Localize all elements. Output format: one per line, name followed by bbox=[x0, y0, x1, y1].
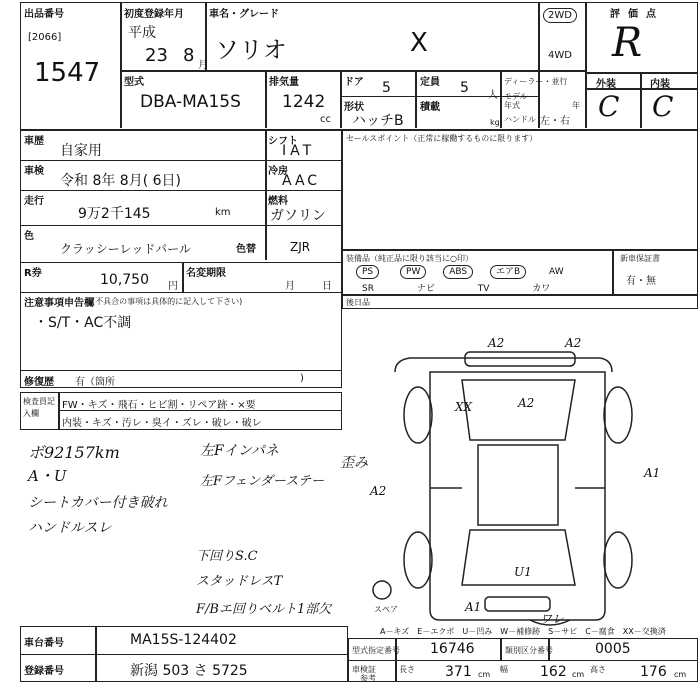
capacity-unit: 人 bbox=[488, 90, 498, 101]
wheel-rear-left bbox=[404, 532, 432, 588]
warranty-label: 新車保証書 bbox=[620, 254, 660, 263]
interior-label: 内装 bbox=[650, 79, 670, 90]
damage-mark: A1 bbox=[465, 600, 482, 614]
divider bbox=[500, 70, 502, 128]
hw-note: 下回りS.C bbox=[196, 549, 258, 564]
plate-label: 登録番号 bbox=[24, 666, 64, 677]
hw-note: 左Fフェンダーステー bbox=[200, 474, 324, 489]
equip-aw: AW bbox=[549, 267, 564, 277]
equip-sr: SR bbox=[362, 284, 374, 294]
width-label: 幅 bbox=[500, 665, 508, 674]
repair-close: ) bbox=[300, 373, 304, 384]
divider bbox=[640, 72, 642, 128]
drive-4wd: 4WD bbox=[548, 50, 572, 61]
divider bbox=[20, 292, 342, 293]
notes-label: 注意事項申告欄 bbox=[24, 298, 94, 309]
inspector-row-1: FW・キズ・飛石・ヒビ割・リペア跡・×要 bbox=[62, 400, 256, 411]
details-box bbox=[20, 130, 342, 388]
name-change-label: 名変期限 bbox=[186, 268, 226, 279]
lot-number: 1547 bbox=[34, 58, 101, 88]
use-label: 車歴 bbox=[24, 136, 44, 147]
lot-label: 出品番号 bbox=[24, 9, 64, 20]
spare-tire bbox=[373, 581, 391, 599]
load-label: 積載 bbox=[420, 102, 440, 113]
divider bbox=[58, 392, 60, 430]
color-code: ZJR bbox=[290, 240, 311, 254]
shift: IAT bbox=[282, 143, 316, 159]
plate: 新潟 503 さ 5725 bbox=[130, 663, 248, 679]
damage-mark: A2 bbox=[518, 396, 535, 410]
hw-note: F/Bエ回りベルト1部欠 bbox=[196, 602, 332, 617]
wheel-front-left bbox=[404, 387, 432, 443]
divider bbox=[340, 70, 342, 128]
era: 平成 bbox=[128, 25, 156, 41]
aircon: AAC bbox=[282, 173, 321, 189]
warranty: 有・無 bbox=[626, 276, 656, 287]
divider bbox=[586, 72, 698, 74]
class-no-label: 類別区分番号 bbox=[505, 646, 553, 655]
name-label: 車名・グレード bbox=[209, 9, 279, 20]
color-change-label: 色替 bbox=[236, 244, 256, 255]
spare-label: スペア bbox=[374, 605, 398, 614]
hw-note: 左Fインパネ bbox=[200, 443, 279, 459]
nc-month-unit: 月 bbox=[285, 281, 295, 292]
divider bbox=[20, 160, 342, 161]
front-bumper bbox=[465, 352, 575, 366]
shift-label: シフト bbox=[268, 136, 298, 147]
nc-day-unit: 日 bbox=[322, 281, 332, 292]
rear-bumper bbox=[485, 597, 550, 611]
hw-note: シートカバー付き破れ bbox=[28, 495, 168, 511]
fuel-label: 燃料 bbox=[268, 196, 288, 207]
model-year-label: モデル年式 bbox=[504, 92, 528, 110]
displacement-unit: cc bbox=[320, 114, 331, 125]
mileage-label: 走行 bbox=[24, 196, 44, 207]
year-unit: 年 bbox=[572, 101, 580, 110]
exterior-label: 外装 bbox=[596, 79, 616, 90]
divider bbox=[20, 190, 342, 191]
shape: ハッチB bbox=[352, 113, 404, 129]
equip-ps: PS bbox=[356, 265, 379, 279]
divider bbox=[612, 250, 614, 295]
recycle: 10,750 bbox=[100, 272, 149, 288]
car-outline bbox=[395, 358, 612, 372]
handle-label: ハンドル bbox=[504, 115, 536, 124]
retrofit-box bbox=[342, 295, 698, 309]
drive-2wd: 2WD bbox=[543, 8, 577, 23]
chassis: MA15S-124402 bbox=[130, 632, 237, 648]
divider bbox=[538, 2, 540, 128]
equip-airbag: エアB bbox=[490, 265, 526, 279]
fuel: ガソリン bbox=[270, 208, 326, 224]
divider bbox=[20, 225, 342, 226]
first-reg-label: 初度登録年月 bbox=[124, 9, 184, 20]
repair-value: 有（箇所 bbox=[75, 377, 115, 388]
divider bbox=[20, 370, 342, 371]
dimensions-ref: 参考 bbox=[360, 674, 376, 683]
divider bbox=[348, 660, 698, 661]
divider bbox=[120, 70, 586, 72]
height: 176 bbox=[640, 664, 667, 680]
doors: 5 bbox=[382, 80, 391, 96]
divider bbox=[265, 70, 267, 128]
inspection-label: 車検 bbox=[24, 166, 44, 177]
month-unit: 月 bbox=[198, 60, 208, 71]
wheel-front-right bbox=[604, 387, 632, 443]
aircon-label: 冷房 bbox=[268, 166, 288, 177]
length-label: 長さ bbox=[399, 665, 415, 674]
damage-mark: ワレ bbox=[540, 612, 565, 626]
equip-abs: ABS bbox=[443, 265, 473, 279]
model: DBA-MA15S bbox=[140, 92, 241, 112]
dimensions-label: 車検証 bbox=[352, 665, 376, 674]
score-label: 評価点 bbox=[610, 9, 664, 20]
load-unit: kg bbox=[490, 118, 500, 127]
damage-mark: A2 bbox=[370, 484, 387, 498]
car-grade: X bbox=[410, 28, 428, 58]
notes: ・S/T・AC不調 bbox=[34, 315, 132, 331]
chassis-label: 車台番号 bbox=[24, 638, 64, 649]
divider bbox=[265, 130, 267, 260]
dealer-label: ディーラー・並行 bbox=[504, 77, 568, 86]
retrofit-label: 後日品 bbox=[346, 298, 370, 307]
damage-mark: A1 bbox=[644, 466, 661, 480]
height-label: 高さ bbox=[590, 665, 606, 674]
car-name: ソリオ bbox=[215, 36, 287, 64]
color-label: 色 bbox=[24, 231, 34, 242]
notes-sub: (不具合の事項は具体的に記入して下さい) bbox=[92, 297, 243, 306]
hw-note: スタッドレスT bbox=[196, 574, 283, 589]
damage-mark: U1 bbox=[514, 565, 532, 579]
class-no: 0005 bbox=[595, 641, 631, 657]
exterior-grade: C bbox=[598, 90, 620, 123]
divider bbox=[415, 70, 417, 128]
capacity-label: 定員 bbox=[420, 77, 440, 88]
recycle-unit: 円 bbox=[168, 281, 178, 292]
lot-code: [2066] bbox=[28, 32, 62, 43]
displacement-label: 排気量 bbox=[269, 77, 299, 88]
width-unit: cm bbox=[572, 670, 585, 679]
score: R bbox=[612, 20, 643, 66]
length: 371 bbox=[445, 664, 472, 680]
reg-year: 23 bbox=[145, 45, 168, 66]
windshield bbox=[462, 380, 575, 440]
doors-label: ドア bbox=[344, 77, 364, 88]
width: 162 bbox=[540, 664, 567, 680]
equip-leather: カワ bbox=[532, 284, 551, 294]
height-unit: cm bbox=[674, 670, 687, 679]
hw-note: ハンドルスレ bbox=[28, 520, 112, 536]
damage-mark: A2 bbox=[565, 336, 582, 350]
repair-label: 修復歴 bbox=[24, 377, 54, 388]
divider bbox=[120, 2, 122, 128]
equipment-label: 装備品（純正品に限り該当に○印） bbox=[346, 254, 473, 263]
divider bbox=[182, 262, 184, 292]
inspector-label: 検査員記入欄 bbox=[23, 397, 55, 418]
hw-note: A・U bbox=[28, 467, 67, 485]
inspection: 令和 8年 8月( 6日) bbox=[60, 173, 181, 189]
shape-label: 形状 bbox=[344, 102, 364, 113]
selling-box bbox=[342, 130, 698, 250]
use: 自家用 bbox=[60, 143, 102, 159]
equip-pw: PW bbox=[400, 265, 426, 279]
divider bbox=[20, 654, 348, 655]
equip-tv: TV bbox=[477, 284, 490, 294]
model-label: 型式 bbox=[124, 77, 144, 88]
equipment-row-2 bbox=[362, 281, 550, 294]
reg-month: 8 bbox=[183, 45, 195, 66]
damage-mark: A2 bbox=[488, 336, 505, 350]
inspector-row-2: 内装・キズ・汚レ・臭イ・ズレ・破レ・破レ bbox=[62, 418, 262, 429]
divider bbox=[20, 262, 342, 263]
displacement: 1242 bbox=[282, 92, 326, 112]
divider bbox=[95, 626, 97, 682]
interior-grade: C bbox=[652, 90, 674, 123]
type-no: 16746 bbox=[430, 641, 475, 657]
damage-legend: A－キズ E－エクボ U－凹み W－補修跡 S－サビ C－腐食 XX－交換済 bbox=[380, 627, 666, 636]
damage-mark: XX bbox=[455, 400, 473, 414]
selling-label: セールスポイント（正常に稼働するものに限ります） bbox=[346, 134, 538, 143]
handle: 左・右 bbox=[540, 116, 570, 127]
equipment-row-1 bbox=[356, 265, 564, 279]
recycle-label: R券 bbox=[24, 268, 42, 279]
mileage: 9万2千145 bbox=[78, 206, 151, 222]
divider bbox=[500, 638, 502, 660]
hw-note: ボ92157km bbox=[28, 443, 120, 462]
wheel-rear-right bbox=[604, 532, 632, 588]
capacity: 5 bbox=[460, 80, 469, 96]
divider bbox=[585, 2, 587, 128]
mileage-unit: km bbox=[215, 207, 231, 218]
color: クラッシーレッドパール bbox=[60, 242, 191, 256]
length-unit: cm bbox=[478, 670, 491, 679]
hw-note: 歪み bbox=[340, 455, 368, 471]
equip-navi: ナビ bbox=[416, 284, 435, 294]
roof bbox=[478, 445, 558, 525]
type-no-label: 型式指定番号 bbox=[352, 646, 400, 655]
